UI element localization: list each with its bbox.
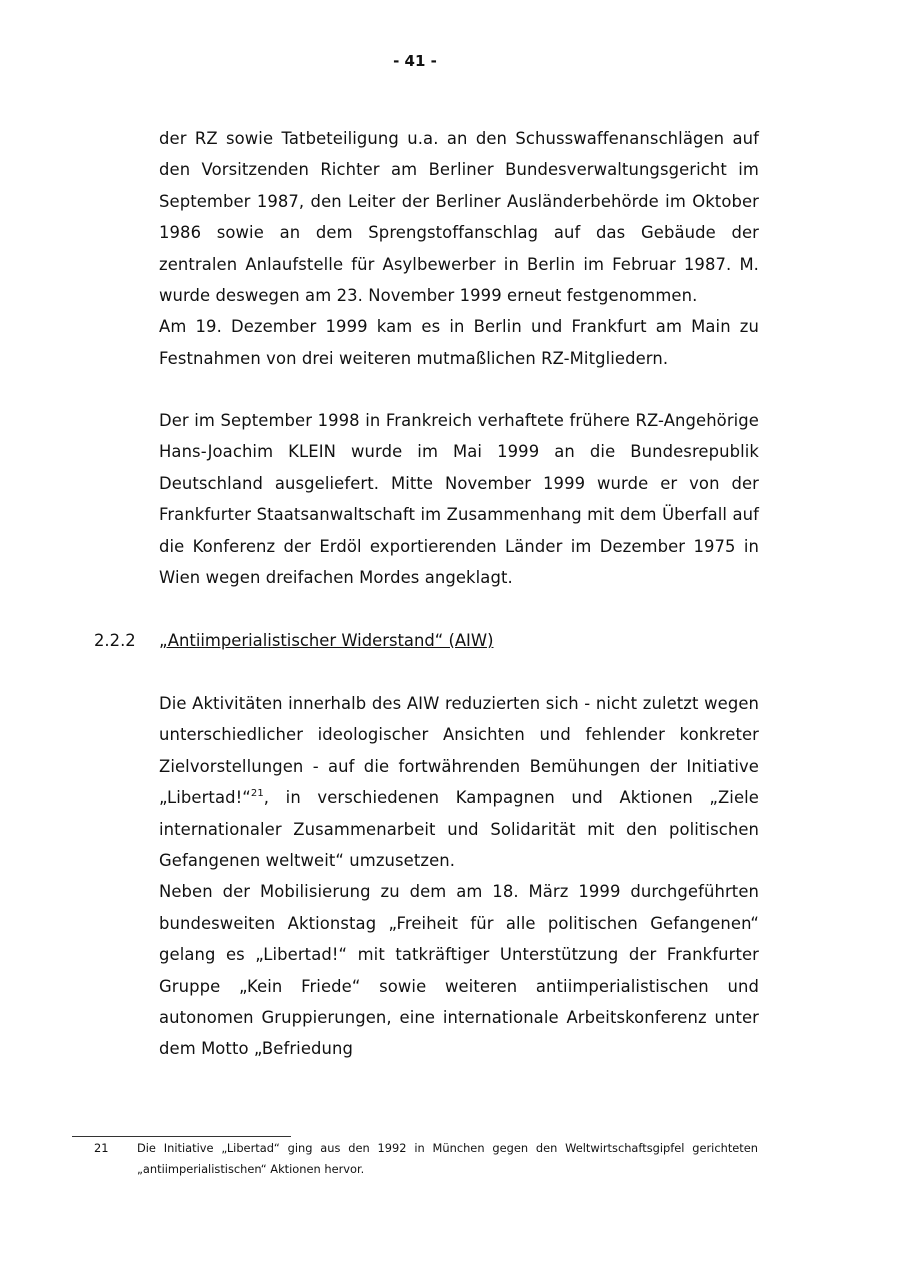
paragraph-klein-extradition: Der im September 1998 in Frankreich verhaftete frühere RZ-Angehörige Hans-Joachim KLEIN wurde im Mai 1999 an die Bundesrepublik Deutschland ausgeliefert. Mitte November 1999 wurde er von der Frankfurter Staatsanwaltschaft im Zusammenhang mit dem Überfall auf die Konferenz der Erdöl exportierenden Länder im Dezember 1975 in Wien wegen dreifachen Mordes angeklagt. <box>159 411 759 588</box>
page-number: - 41 - <box>393 52 437 70</box>
paragraph-aiw-mobilization: Neben der Mobilisierung zu dem am 18. März 1999 durchgeführten bundesweiten Aktionstag „Freiheit für alle politischen Gefangenen“ gelang es „Libertad!“ mit tatkräftiger Unterstützung der Frankfurter Gruppe „Kein Friede“ sowie weiteren antiimperialistischen und autonomen Gruppierungen, eine internationale Arbeitskonferenz unter dem Motto „Befriedung <box>159 882 759 1059</box>
footnote-number: 21 <box>94 1141 109 1155</box>
text-block-rz <box>159 123 759 374</box>
paragraph-aiw-text-end: , in verschiedenen Kampagnen und Aktionen „Ziele internationaler Zusammenarbeit und Solidarität mit den politischen Gefangenen weltweit“ umzusetzen. <box>159 788 759 871</box>
text-block-klein <box>159 405 759 593</box>
footnote-separator <box>72 1136 291 1137</box>
paragraph-aiw-text-start: Die Aktivitäten innerhalb des AIW reduzierten sich - nicht zuletzt wegen unterschiedlicher ideologischer Ansichten und fehlender konkreter Zielvorstellungen - auf die fortwährenden Bemühungen der Initiative „Libertad!“ <box>159 694 759 808</box>
paragraph-rz-december-arrests: Am 19. Dezember 1999 kam es in Berlin und Frankfurt am Main zu Festnahmen von drei weiteren mutmaßlichen RZ-Mitgliedern. <box>159 317 759 368</box>
section-title: „Antiimperialistischer Widerstand“ (AIW) <box>159 631 494 650</box>
paragraph-rz-arrest: der RZ sowie Tatbeteiligung u.a. an den Schusswaffenanschlägen auf den Vorsitzenden Richter am Berliner Bundesverwaltungsgericht im September 1987, den Leiter der Berliner Ausländerbehörde im Oktober 1986 sowie an dem Sprengstoffanschlag auf das Gebäude der zentralen Anlaufstelle für Asylbewerber in Berlin im Februar 1987. M. wurde deswegen am 23. November 1999 erneut festgenommen. <box>159 129 759 306</box>
section-number: 2.2.2 <box>94 631 136 650</box>
paragraph-aiw-activities <box>159 688 759 876</box>
footnote-text: Die Initiative „Libertad“ ging aus den 1992 in München gegen den Weltwirtschaftsgipfel gerichteten „antiimperialistischen“ Aktionen hervor. <box>137 1141 758 1176</box>
section-heading <box>94 625 494 656</box>
footnote-reference: 21 <box>250 788 264 800</box>
footnote <box>94 1138 758 1180</box>
text-block-aiw <box>159 688 759 1065</box>
